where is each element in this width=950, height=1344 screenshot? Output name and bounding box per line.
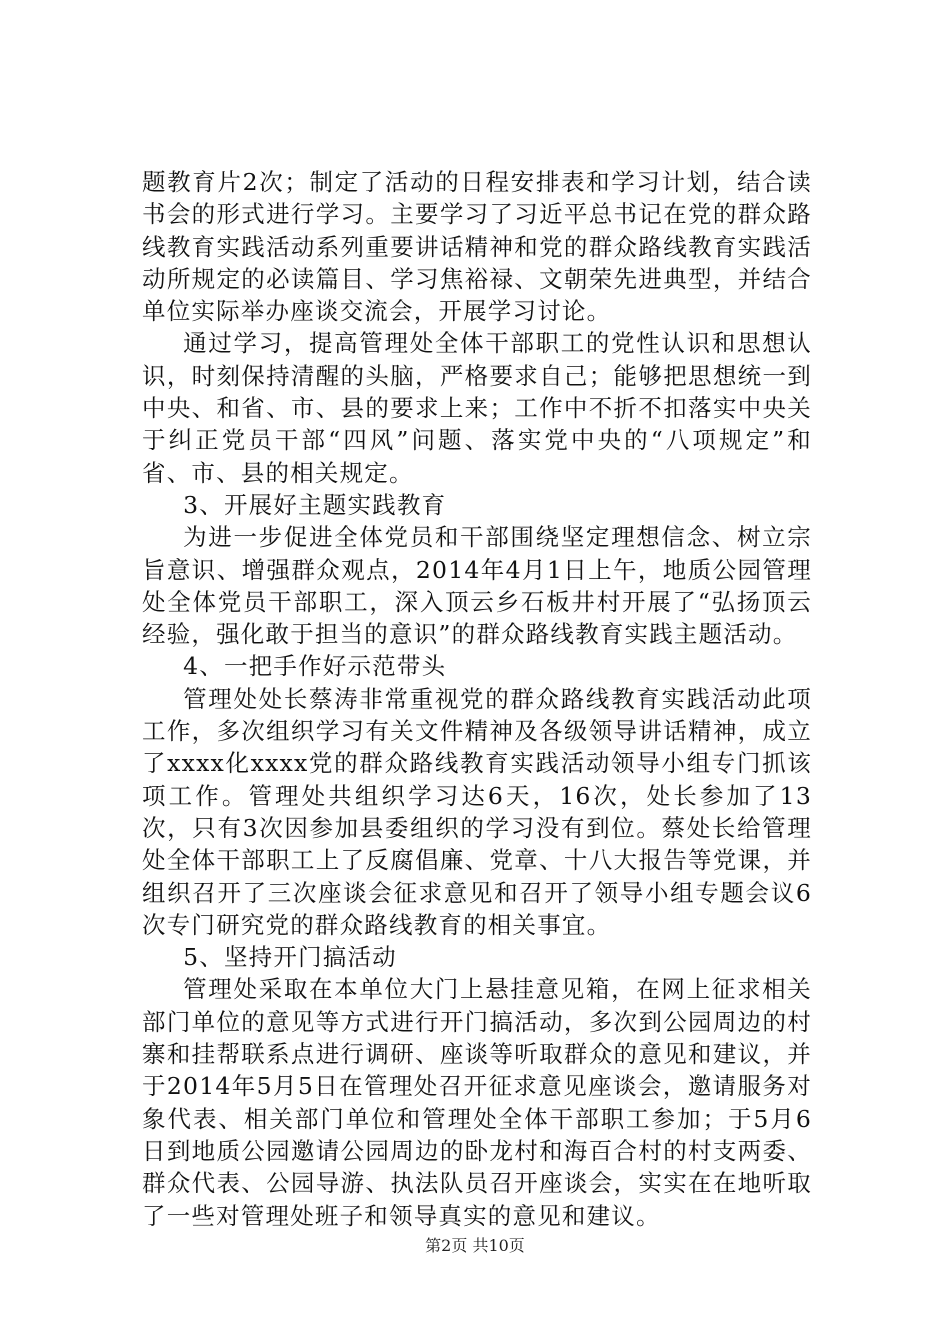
paragraph-practice-education: 为进一步促进全体党员和干部围绕坚定理想信念、树立宗旨意识、增强群众观点，2014年4月1日上午，地质公园管理处全体党员干部职工，深入顶云乡石板井村开展了“弘扬顶云经验，强化敢于担当的意识”的群众路线教育实践主题活动。 xyxy=(142,523,812,649)
paragraph-continued: 题教育片2次；制定了活动的日程安排表和学习计划，结合读书会的形式进行学习。主要学习了习近平总书记在党的群众路线教育实践活动系列重要讲话精神和党的群众路线教育实践活动所规定的必读篇目、学习焦裕禄、文朝荣先进典型，并结合单位实际举办座谈交流会，开展学习讨论。 xyxy=(142,168,812,326)
paragraph-study-results: 通过学习，提高管理处全体干部职工的党性认识和思想认识，时刻保持清醒的头脑，严格要求自己；能够把思想统一到中央、和省、市、县的要求上来；工作中不折不扣落实中央关于纠正党员干部“四风”问题、落实党中央的“八项规定”和省、市、县的相关规定。 xyxy=(142,329,812,487)
section-heading-3: 3、开展好主题实践教育 xyxy=(183,490,447,519)
paragraph-leader-example: 管理处处长蔡涛非常重视党的群众路线教育实践活动此项工作，多次组织学习有关文件精神及各级领导讲话精神，成立了xxxx化xxxx党的群众路线教育实践活动领导小组专门抓该项工作。管理处共组织学习达6天，16次，处长参加了13次，只有3次因参加县委组织的学习没有到位。蔡处长给管理处全体干部职工上了反腐倡廉、党章、十八大报告等党课，并组织召开了三次座谈会征求意见和召开了领导小组专题会议6次专门研究党的群众路线教育的相关事宜。 xyxy=(142,684,812,939)
paragraph-open-activities: 管理处采取在本单位大门上悬挂意见箱，在网上征求相关部门单位的意见等方式进行开门搞活动，多次到公园周边的村寨和挂帮联系点进行调研、座谈等听取群众的意见和建议，并于2014年5月5日在管理处召开征求意见座谈会，邀请服务对象代表、相关部门单位和管理处全体干部职工参加；于5月6日到地质公园邀请公园周边的卧龙村和海百合村的村支两委、群众代表、公园导游、执法队员召开座谈会，实实在在地听取了一些对管理处班子和领导真实的意见和建议。 xyxy=(142,975,812,1230)
page-number-footer: 第2页 共10页 xyxy=(425,1236,525,1255)
section-heading-5: 5、坚持开门搞活动 xyxy=(183,943,397,972)
document-body xyxy=(142,166,812,1232)
section-heading-4: 4、一把手作好示范带头 xyxy=(183,652,447,681)
